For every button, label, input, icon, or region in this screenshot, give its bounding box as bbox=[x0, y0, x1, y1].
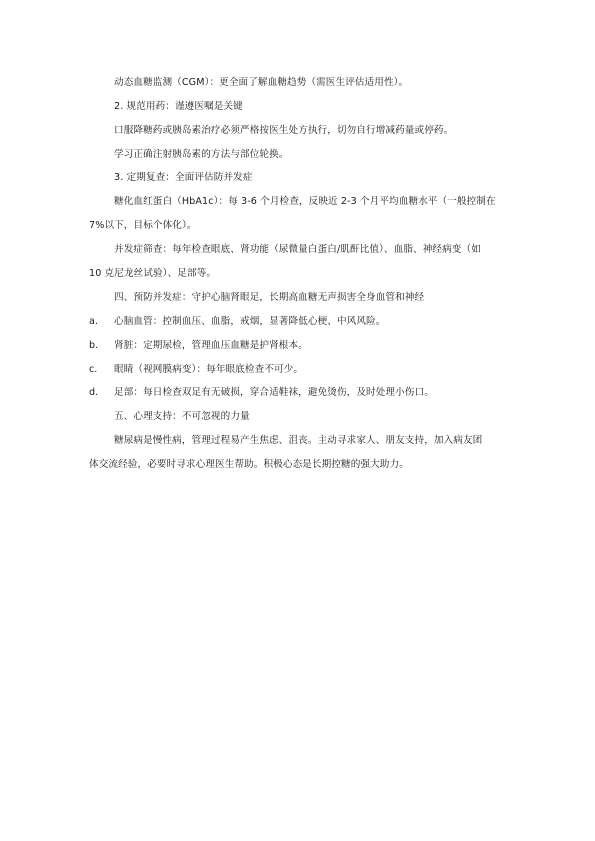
screening-paragraph-line-2: 10 克尼龙丝试验）、足部等。 bbox=[89, 268, 217, 279]
psych-paragraph-line-1: 糖尿病是慢性病，管理过程易产生焦虑、沮丧。主动寻求家人、朋友支持，加入病友团 bbox=[114, 435, 483, 446]
list-item-marker: b. bbox=[89, 340, 99, 351]
section-2-paragraph-2: 学习正确注射胰岛素的方法与部位轮换。 bbox=[114, 149, 289, 160]
list-item-kidney: 肾脏：定期尿检，管理血压血糖是护肾根本。 bbox=[114, 340, 308, 351]
list-item-foot: 足部：每日检查双足有无破损，穿合适鞋袜，避免烫伤，及时处理小伤口。 bbox=[114, 387, 434, 398]
list-item-eye: 眼睛（视网膜病变）：每年眼底检查不可少。 bbox=[114, 364, 304, 375]
section-3-heading: 3. 定期复查：全面评估防并发症 bbox=[114, 172, 253, 183]
psych-paragraph-line-2: 体交流经验，必要时寻求心理医生帮助。积极心态是长期控糖的强大助力。 bbox=[89, 459, 409, 470]
hba1c-paragraph-line-2: 7%以下，目标个体化）。 bbox=[89, 220, 197, 231]
section-2-paragraph-1: 口服降糖药或胰岛素治疗必须严格按医生处方执行，切勿自行增减药量或停药。 bbox=[114, 125, 454, 136]
list-item-marker: c. bbox=[89, 364, 98, 375]
section-4-heading: 四、预防并发症：守护心脑肾眼足，长期高血糖无声损害全身血管和神经 bbox=[114, 292, 425, 303]
list-item-marker: a. bbox=[89, 316, 98, 327]
section-2-heading: 2. 规范用药：谨遵医嘱是关键 bbox=[114, 101, 243, 112]
cgm-paragraph: 动态血糖监测（CGM）：更全面了解血糖趋势（需医生评估适用性）。 bbox=[114, 77, 409, 88]
list-item-marker: d. bbox=[89, 387, 99, 398]
hba1c-paragraph-line-1: 糖化血红蛋白（HbA1c）：每 3-6 个月检查，反映近 2-3 个月平均血糖水平（一般控制在 bbox=[114, 196, 496, 207]
list-item-cardiovascular: 心脑血管：控制血压、血脂，戒烟，显著降低心梗、中风风险。 bbox=[114, 316, 386, 327]
screening-paragraph-line-1: 并发症筛查：每年检查眼底、肾功能（尿微量白蛋白/肌酐比值）、血脂、神经病变（如 bbox=[114, 244, 481, 255]
section-5-heading: 五、心理支持：不可忽视的力量 bbox=[114, 411, 250, 422]
